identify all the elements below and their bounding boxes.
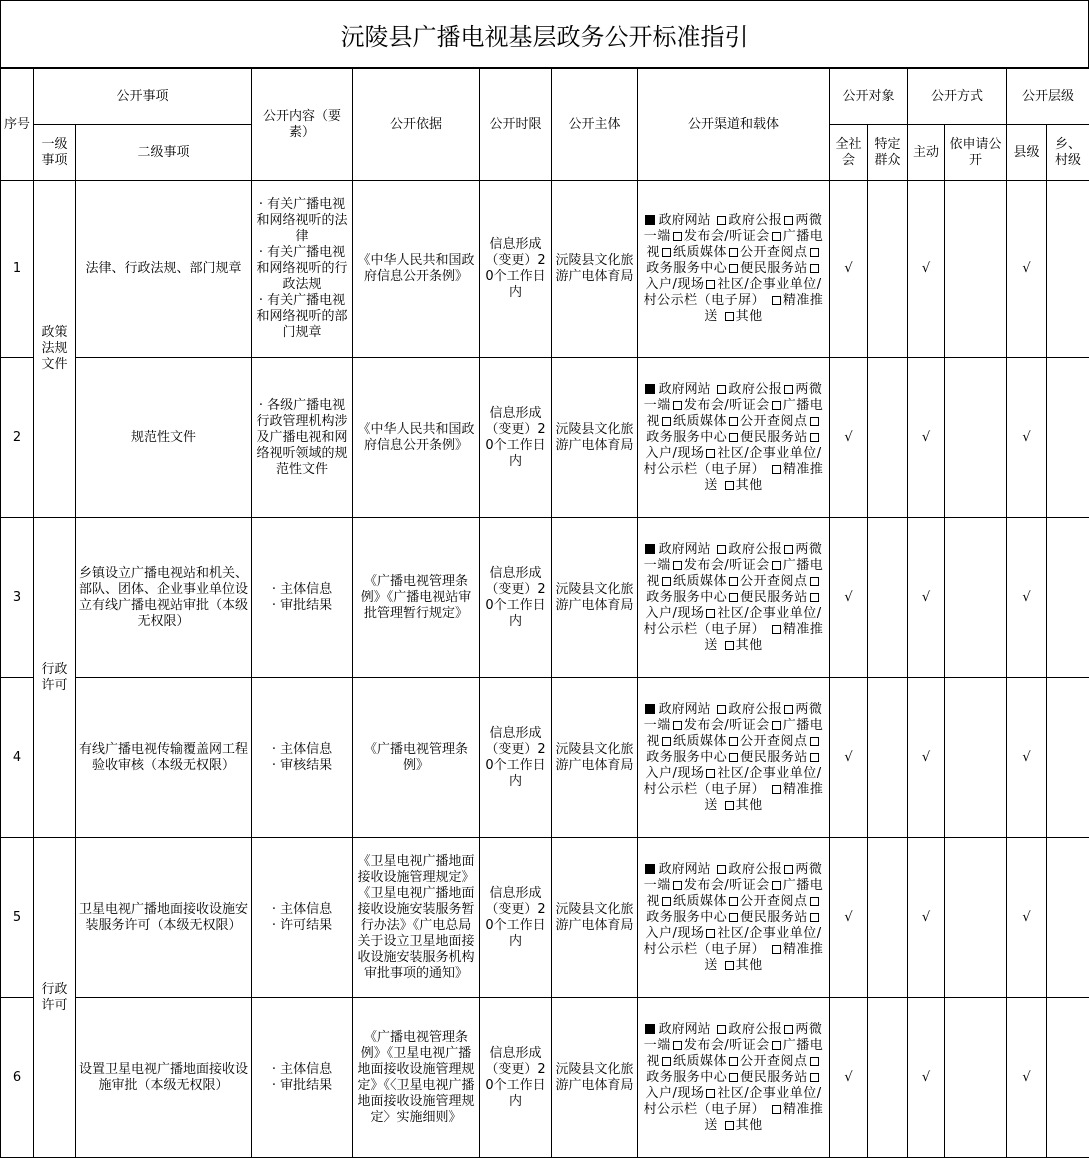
channel-option: 公开查阅点 bbox=[740, 573, 808, 589]
channel-option: 政府公报 bbox=[728, 861, 783, 877]
channel-option: 政府公报 bbox=[728, 1021, 783, 1037]
level-town-cell bbox=[1047, 358, 1089, 518]
checkbox-icon bbox=[662, 737, 671, 746]
level2-item: 规范性文件 bbox=[76, 358, 252, 518]
header-method-active: 主动 bbox=[908, 125, 945, 181]
channel-option: 其他 bbox=[735, 309, 763, 324]
channel-option: 便民服务站 bbox=[740, 589, 808, 605]
header-basis: 公开依据 bbox=[353, 69, 480, 181]
header-subject: 公开主体 bbox=[552, 69, 638, 181]
channel-option: 发布会/听证会 bbox=[683, 557, 770, 573]
channel-option: 两微一端 bbox=[643, 701, 823, 733]
channel-option: 其他 bbox=[735, 797, 763, 813]
target-all-check: √ bbox=[830, 838, 868, 998]
channel-cell bbox=[638, 181, 830, 358]
target-specific-cell bbox=[868, 518, 908, 678]
time-cell: 信息形成（变更）20个工作日内 bbox=[480, 518, 552, 678]
channel-option: 纸质媒体 bbox=[673, 1053, 728, 1069]
checkbox-icon bbox=[810, 433, 819, 442]
checkbox-icon bbox=[810, 753, 819, 762]
checkbox-icon bbox=[729, 593, 738, 602]
level1-item: 行政许可 bbox=[34, 518, 76, 838]
checkbox-icon bbox=[729, 577, 738, 586]
checkbox-icon bbox=[784, 705, 793, 714]
checkbox-icon bbox=[662, 248, 671, 257]
channel-cell bbox=[638, 518, 830, 678]
time-cell: 信息形成（变更）20个工作日内 bbox=[480, 838, 552, 998]
checkbox-icon bbox=[725, 1121, 734, 1130]
content-line: · 审批结果 bbox=[271, 597, 333, 613]
content-line: · 主体信息 bbox=[271, 581, 333, 597]
checkbox-icon bbox=[725, 481, 734, 490]
channel-option: 广播电视 bbox=[646, 877, 824, 909]
content-line: · 各级广播电视行政管理机构涉及广播电视和网络视听领域的规范性文件 bbox=[256, 397, 348, 477]
channel-option: 精准推送 bbox=[704, 781, 824, 813]
target-specific-cell bbox=[868, 998, 908, 1158]
target-specific-cell bbox=[868, 358, 908, 518]
level-town-cell bbox=[1047, 998, 1089, 1158]
level-county-check: √ bbox=[1007, 358, 1047, 518]
time-cell: 信息形成（变更）20个工作日内 bbox=[480, 358, 552, 518]
content-cell bbox=[252, 678, 353, 838]
content-cell bbox=[252, 358, 353, 518]
filled-square-icon bbox=[645, 1024, 655, 1034]
checkbox-icon bbox=[729, 897, 738, 906]
filled-square-icon bbox=[645, 215, 655, 225]
header-seq: 序号 bbox=[1, 69, 34, 181]
channel-cell bbox=[638, 358, 830, 518]
page-title: 沅陵县广播电视基层政务公开标准指引 bbox=[0, 0, 1089, 68]
checkbox-icon bbox=[706, 609, 715, 618]
basis-cell: 《广播电视管理条例》《广播电视站审批管理暂行规定》 bbox=[353, 518, 480, 678]
channel-option: 便民服务站 bbox=[740, 909, 808, 925]
channel-option: 发布会/听证会 bbox=[683, 717, 770, 733]
method-active-check: √ bbox=[908, 518, 945, 678]
checkbox-icon bbox=[729, 1057, 738, 1066]
channel-option: 其他 bbox=[735, 957, 763, 973]
level-town-cell bbox=[1047, 181, 1089, 358]
channel-option: 精准推送 bbox=[704, 461, 824, 493]
level-county-check: √ bbox=[1007, 838, 1047, 998]
row-seq: 6 bbox=[1, 998, 34, 1158]
channel-option: 两微一端 bbox=[643, 541, 823, 573]
channel-option: 纸质媒体 bbox=[673, 893, 728, 909]
checkbox-icon bbox=[729, 264, 738, 273]
channel-gov-site: 政府网站 bbox=[658, 541, 711, 557]
level2-item: 卫星电视广播地面接收设施安装服务许可（本级无权限） bbox=[76, 838, 252, 998]
content-cell bbox=[252, 181, 353, 358]
method-request-cell bbox=[945, 358, 1007, 518]
checkbox-icon bbox=[810, 1073, 819, 1082]
subject-cell: 沅陵县文化旅游广电体育局 bbox=[552, 678, 638, 838]
subject-cell: 沅陵县文化旅游广电体育局 bbox=[552, 181, 638, 358]
checkbox-icon bbox=[662, 897, 671, 906]
basis-cell: 《中华人民共和国政府信息公开条例》 bbox=[353, 181, 480, 358]
checkbox-icon bbox=[662, 577, 671, 586]
table-row bbox=[1, 518, 1089, 678]
content-line: · 审批结果 bbox=[271, 1077, 333, 1093]
channel-cell bbox=[638, 838, 830, 998]
channel-option: 纸质媒体 bbox=[673, 413, 728, 429]
channel-option: 发布会/听证会 bbox=[683, 229, 770, 244]
content-line: · 主体信息 bbox=[271, 1061, 333, 1077]
header-level: 公开层级 bbox=[1007, 69, 1089, 125]
level1-item: 政策法规文件 bbox=[34, 181, 76, 518]
channel-option: 社区/企事业单位/村公示栏（电子屏） bbox=[643, 925, 822, 957]
channel-option: 公开查阅点 bbox=[740, 413, 808, 429]
channel-option: 入户/现场 bbox=[645, 925, 705, 941]
content-cell bbox=[252, 838, 353, 998]
checkbox-icon bbox=[725, 801, 734, 810]
level2-item: 有线广播电视传输覆盖网工程验收审核（本级无权限） bbox=[76, 678, 252, 838]
table-row bbox=[1, 181, 1089, 358]
channel-option: 公开查阅点 bbox=[740, 733, 808, 749]
channel-option: 社区/企事业单位/村公示栏（电子屏） bbox=[643, 1085, 822, 1117]
channel-cell bbox=[638, 998, 830, 1158]
basis-cell: 《广播电视管理条例》《卫星电视广播地面接收设施管理规定》《〈卫星电视广播地面接收设施管理规定〉实施细则》 bbox=[353, 998, 480, 1158]
target-all-check: √ bbox=[830, 998, 868, 1158]
checkbox-icon bbox=[717, 705, 726, 714]
channel-option: 便民服务站 bbox=[740, 429, 808, 445]
checkbox-icon bbox=[673, 401, 682, 410]
checkbox-icon bbox=[673, 721, 682, 730]
channel-option: 两微一端 bbox=[643, 1021, 823, 1053]
checkbox-icon bbox=[717, 216, 726, 225]
channel-option: 社区/企事业单位/村公示栏（电子屏） bbox=[643, 277, 822, 308]
checkbox-icon bbox=[717, 865, 726, 874]
checkbox-icon bbox=[673, 232, 682, 241]
method-active-check: √ bbox=[908, 358, 945, 518]
level2-item: 设置卫星电视广播地面接收设施审批（本级无权限） bbox=[76, 998, 252, 1158]
channel-gov-site: 政府网站 bbox=[658, 381, 711, 397]
channel-option: 精准推送 bbox=[704, 941, 824, 973]
channel-option: 便民服务站 bbox=[740, 261, 808, 276]
header-channel: 公开渠道和载体 bbox=[638, 69, 830, 181]
channel-option: 其他 bbox=[735, 637, 763, 653]
channel-option: 其他 bbox=[735, 477, 763, 493]
target-all-check: √ bbox=[830, 358, 868, 518]
header-method: 公开方式 bbox=[908, 69, 1007, 125]
table-row bbox=[1, 678, 1089, 838]
method-request-cell bbox=[945, 838, 1007, 998]
method-request-cell bbox=[945, 678, 1007, 838]
channel-option: 公开查阅点 bbox=[740, 245, 808, 260]
channel-option: 精准推送 bbox=[704, 293, 824, 324]
checkbox-icon bbox=[729, 248, 738, 257]
target-all-check: √ bbox=[830, 518, 868, 678]
subject-cell: 沅陵县文化旅游广电体育局 bbox=[552, 998, 638, 1158]
checkbox-icon bbox=[772, 1041, 781, 1050]
channel-option: 社区/企事业单位/村公示栏（电子屏） bbox=[643, 605, 822, 637]
checkbox-icon bbox=[729, 1073, 738, 1082]
header-content: 公开内容（要素） bbox=[252, 69, 353, 181]
channel-option: 精准推送 bbox=[704, 1101, 824, 1133]
subject-cell: 沅陵县文化旅游广电体育局 bbox=[552, 358, 638, 518]
checkbox-icon bbox=[706, 929, 715, 938]
checkbox-icon bbox=[662, 417, 671, 426]
checkbox-icon bbox=[772, 561, 781, 570]
checkbox-icon bbox=[706, 280, 715, 289]
channel-option: 社区/企事业单位/村公示栏（电子屏） bbox=[643, 765, 822, 797]
level1-item: 行政许可 bbox=[34, 838, 76, 1158]
method-request-cell bbox=[945, 181, 1007, 358]
basis-cell: 《广播电视管理条例》 bbox=[353, 678, 480, 838]
level-town-cell bbox=[1047, 678, 1089, 838]
level-county-check: √ bbox=[1007, 181, 1047, 358]
method-active-check: √ bbox=[908, 998, 945, 1158]
channel-option: 入户/现场 bbox=[645, 445, 705, 461]
channel-option: 公开查阅点 bbox=[740, 1053, 808, 1069]
channel-option: 政务服务中心 bbox=[646, 1069, 728, 1085]
row-seq: 1 bbox=[1, 181, 34, 358]
channel-option: 政务服务中心 bbox=[646, 261, 728, 276]
target-specific-cell bbox=[868, 678, 908, 838]
target-all-check: √ bbox=[830, 678, 868, 838]
header-level-county: 县级 bbox=[1007, 125, 1047, 181]
checkbox-icon bbox=[810, 417, 819, 426]
header-time: 公开时限 bbox=[480, 69, 552, 181]
checkbox-icon bbox=[784, 1025, 793, 1034]
channel-option: 社区/企事业单位/村公示栏（电子屏） bbox=[643, 445, 822, 477]
target-specific-cell bbox=[868, 181, 908, 358]
content-line: · 审核结果 bbox=[271, 757, 333, 773]
level-town-cell bbox=[1047, 518, 1089, 678]
checkbox-icon bbox=[810, 248, 819, 257]
checkbox-icon bbox=[810, 264, 819, 273]
content-cell bbox=[252, 518, 353, 678]
channel-option: 政府公报 bbox=[728, 213, 783, 228]
channel-option: 纸质媒体 bbox=[673, 733, 728, 749]
channel-option: 发布会/听证会 bbox=[683, 1037, 770, 1053]
channel-option: 广播电视 bbox=[646, 557, 824, 589]
checkbox-icon bbox=[662, 1057, 671, 1066]
method-request-cell bbox=[945, 518, 1007, 678]
checkbox-icon bbox=[729, 433, 738, 442]
content-line: · 有关广播电视和网络视听的行政法规 bbox=[256, 245, 348, 292]
checkbox-icon bbox=[717, 545, 726, 554]
basis-cell: 《卫星电视广播地面接收设施管理规定》《卫星电视广播地面接收设施安装服务暂行办法》《广电总局关于设立卫星地面接收设施安装服务机构审批事项的通知》 bbox=[353, 838, 480, 998]
method-active-check: √ bbox=[908, 838, 945, 998]
checkbox-icon bbox=[772, 296, 781, 305]
content-line: · 许可结果 bbox=[271, 917, 333, 933]
channel-option: 两微一端 bbox=[643, 213, 823, 244]
disclosure-table bbox=[0, 68, 1089, 1158]
channel-option: 政府公报 bbox=[728, 381, 783, 397]
checkbox-icon bbox=[810, 913, 819, 922]
checkbox-icon bbox=[784, 545, 793, 554]
channel-option: 政务服务中心 bbox=[646, 429, 728, 445]
header-target-specific: 特定群众 bbox=[868, 125, 908, 181]
subject-cell: 沅陵县文化旅游广电体育局 bbox=[552, 838, 638, 998]
target-all-check: √ bbox=[830, 181, 868, 358]
checkbox-icon bbox=[772, 785, 781, 794]
filled-square-icon bbox=[645, 544, 655, 554]
channel-gov-site: 政府网站 bbox=[658, 1021, 711, 1037]
channel-option: 广播电视 bbox=[646, 1037, 824, 1069]
checkbox-icon bbox=[772, 465, 781, 474]
level-county-check: √ bbox=[1007, 518, 1047, 678]
channel-option: 发布会/听证会 bbox=[683, 397, 770, 413]
method-request-cell bbox=[945, 998, 1007, 1158]
level-town-cell bbox=[1047, 838, 1089, 998]
checkbox-icon bbox=[784, 385, 793, 394]
channel-option: 其他 bbox=[735, 1117, 763, 1133]
checkbox-icon bbox=[810, 1057, 819, 1066]
level-county-check: √ bbox=[1007, 998, 1047, 1158]
checkbox-icon bbox=[729, 753, 738, 762]
checkbox-icon bbox=[772, 881, 781, 890]
channel-option: 纸质媒体 bbox=[673, 573, 728, 589]
row-seq: 2 bbox=[1, 358, 34, 518]
channel-option: 精准推送 bbox=[704, 621, 824, 653]
time-cell: 信息形成（变更）20个工作日内 bbox=[480, 181, 552, 358]
checkbox-icon bbox=[772, 401, 781, 410]
channel-option: 入户/现场 bbox=[645, 277, 705, 292]
channel-option: 入户/现场 bbox=[645, 605, 705, 621]
channel-gov-site: 政府网站 bbox=[658, 861, 711, 877]
checkbox-icon bbox=[717, 385, 726, 394]
row-seq: 4 bbox=[1, 678, 34, 838]
filled-square-icon bbox=[645, 704, 655, 714]
checkbox-icon bbox=[810, 593, 819, 602]
channel-option: 公开查阅点 bbox=[740, 893, 808, 909]
checkbox-icon bbox=[706, 769, 715, 778]
checkbox-icon bbox=[725, 961, 734, 970]
checkbox-icon bbox=[717, 1025, 726, 1034]
level2-item: 法律、行政法规、部门规章 bbox=[76, 181, 252, 358]
header-level-town: 乡、村级 bbox=[1047, 125, 1089, 181]
header-level1: 一级事项 bbox=[34, 125, 76, 181]
method-active-check: √ bbox=[908, 678, 945, 838]
channel-option: 政府公报 bbox=[728, 541, 783, 557]
time-cell: 信息形成（变更）20个工作日内 bbox=[480, 678, 552, 838]
target-specific-cell bbox=[868, 838, 908, 998]
checkbox-icon bbox=[706, 449, 715, 458]
basis-cell: 《中华人民共和国政府信息公开条例》 bbox=[353, 358, 480, 518]
table-row bbox=[1, 358, 1089, 518]
checkbox-icon bbox=[810, 577, 819, 586]
time-cell: 信息形成（变更）20个工作日内 bbox=[480, 998, 552, 1158]
channel-option: 政务服务中心 bbox=[646, 749, 728, 765]
header-item: 公开事项 bbox=[34, 69, 252, 125]
method-active-check: √ bbox=[908, 181, 945, 358]
channel-option: 政务服务中心 bbox=[646, 589, 728, 605]
content-line: · 有关广播电视和网络视听的法律 bbox=[256, 197, 348, 244]
checkbox-icon bbox=[772, 945, 781, 954]
channel-gov-site: 政府网站 bbox=[658, 701, 711, 717]
checkbox-icon bbox=[725, 312, 734, 321]
content-line: · 主体信息 bbox=[271, 741, 333, 757]
level-county-check: √ bbox=[1007, 678, 1047, 838]
checkbox-icon bbox=[810, 897, 819, 906]
channel-option: 广播电视 bbox=[646, 229, 824, 260]
checkbox-icon bbox=[673, 881, 682, 890]
channel-option: 便民服务站 bbox=[740, 749, 808, 765]
channel-option: 两微一端 bbox=[643, 381, 823, 413]
channel-option: 两微一端 bbox=[643, 861, 823, 893]
channel-option: 发布会/听证会 bbox=[683, 877, 770, 893]
header-target: 公开对象 bbox=[830, 69, 908, 125]
content-line: · 有关广播电视和网络视听的部门规章 bbox=[256, 293, 348, 340]
row-seq: 3 bbox=[1, 518, 34, 678]
channel-option: 政务服务中心 bbox=[646, 909, 728, 925]
checkbox-icon bbox=[725, 641, 734, 650]
content-cell bbox=[252, 998, 353, 1158]
level2-item: 乡镇设立广播电视站和机关、部队、团体、企业事业单位设立有线广播电视站审批（本级无权限） bbox=[76, 518, 252, 678]
channel-option: 入户/现场 bbox=[645, 765, 705, 781]
channel-cell bbox=[638, 678, 830, 838]
subject-cell: 沅陵县文化旅游广电体育局 bbox=[552, 518, 638, 678]
checkbox-icon bbox=[772, 1105, 781, 1114]
checkbox-icon bbox=[706, 1089, 715, 1098]
channel-option: 广播电视 bbox=[646, 717, 824, 749]
checkbox-icon bbox=[784, 216, 793, 225]
checkbox-icon bbox=[772, 721, 781, 730]
checkbox-icon bbox=[772, 625, 781, 634]
checkbox-icon bbox=[673, 561, 682, 570]
content-line: · 主体信息 bbox=[271, 901, 333, 917]
checkbox-icon bbox=[729, 913, 738, 922]
channel-option: 入户/现场 bbox=[645, 1085, 705, 1101]
table-row bbox=[1, 838, 1089, 998]
row-seq: 5 bbox=[1, 838, 34, 998]
checkbox-icon bbox=[784, 865, 793, 874]
channel-option: 政府公报 bbox=[728, 701, 783, 717]
checkbox-icon bbox=[673, 1041, 682, 1050]
table-row bbox=[1, 998, 1089, 1158]
checkbox-icon bbox=[729, 417, 738, 426]
channel-option: 广播电视 bbox=[646, 397, 824, 429]
filled-square-icon bbox=[645, 384, 655, 394]
checkbox-icon bbox=[772, 232, 781, 241]
header-method-request: 依申请公开 bbox=[945, 125, 1007, 181]
channel-option: 便民服务站 bbox=[740, 1069, 808, 1085]
checkbox-icon bbox=[810, 737, 819, 746]
channel-gov-site: 政府网站 bbox=[658, 213, 711, 228]
header-level2: 二级事项 bbox=[76, 125, 252, 181]
header-target-all: 全社会 bbox=[830, 125, 868, 181]
checkbox-icon bbox=[729, 737, 738, 746]
filled-square-icon bbox=[645, 864, 655, 874]
channel-option: 纸质媒体 bbox=[673, 245, 728, 260]
